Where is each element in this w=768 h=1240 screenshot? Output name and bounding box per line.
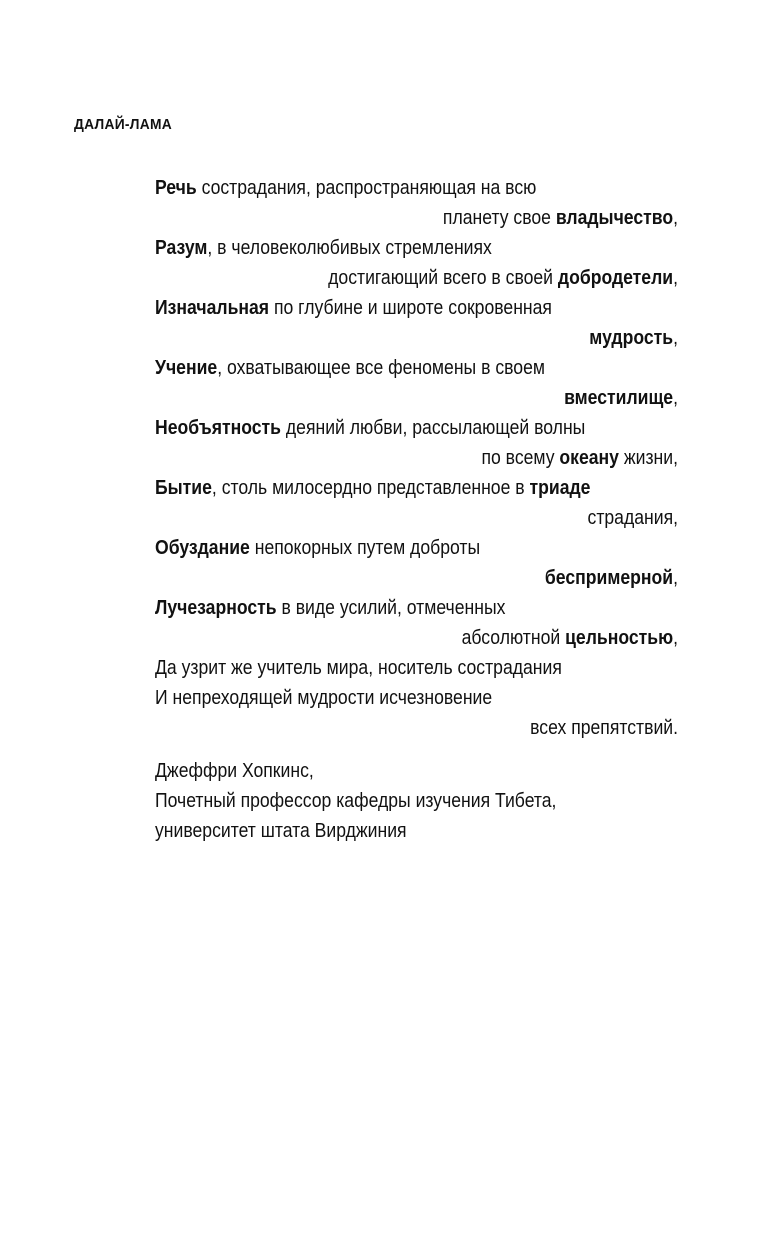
emphasized-word: Изначальная bbox=[155, 297, 270, 319]
poem-text: , bbox=[673, 627, 678, 649]
signature bbox=[155, 756, 611, 846]
poem-line bbox=[155, 293, 615, 323]
poem-line bbox=[155, 533, 615, 563]
poem-line bbox=[218, 383, 678, 413]
poem bbox=[155, 173, 678, 743]
poem-line bbox=[155, 413, 615, 443]
poem-line bbox=[218, 263, 678, 293]
poem-line bbox=[218, 713, 678, 743]
signature-title: Почетный профессор кафедры изучения Тибета, bbox=[155, 790, 557, 812]
emphasized-word: океану bbox=[559, 447, 619, 469]
poem-text: сострадания, распространяющая на всю bbox=[196, 177, 537, 199]
poem-line bbox=[155, 233, 615, 263]
poem-text: , bbox=[673, 267, 678, 289]
emphasized-word: владычество bbox=[555, 207, 674, 229]
emphasized-word: Речь bbox=[155, 177, 197, 199]
running-head: ДАЛАЙ-ЛАМА bbox=[74, 116, 173, 133]
poem-line bbox=[218, 623, 678, 653]
emphasized-word: мудрость bbox=[589, 327, 674, 349]
poem-line bbox=[155, 653, 615, 683]
emphasized-word: Необъятность bbox=[155, 417, 281, 439]
poem-text: , в человеколюбивых стремлениях bbox=[207, 237, 492, 259]
emphasized-word: вместилище bbox=[564, 387, 674, 409]
poem-text: , bbox=[673, 567, 678, 589]
poem-line bbox=[218, 203, 678, 233]
poem-line bbox=[155, 353, 615, 383]
poem-text: страдания, bbox=[587, 507, 678, 529]
poem-line bbox=[155, 683, 615, 713]
signature-name: Джеффри Хопкинс, bbox=[155, 760, 314, 782]
poem-text: жизни, bbox=[618, 447, 678, 469]
poem-text: , охватывающее все феномены в своем bbox=[217, 357, 545, 379]
poem-text: всех препятствий. bbox=[530, 717, 678, 739]
poem-line bbox=[218, 563, 678, 593]
poem-line bbox=[218, 323, 678, 353]
emphasized-word: Учение bbox=[155, 357, 218, 379]
poem-text: , bbox=[673, 207, 678, 229]
poem-text: , bbox=[673, 327, 678, 349]
poem-text: по всему bbox=[481, 447, 560, 469]
poem-line bbox=[218, 443, 678, 473]
poem-line bbox=[155, 173, 615, 203]
poem-text: Да узрит же учитель мира, носитель сострадания bbox=[155, 657, 562, 679]
poem-line bbox=[218, 503, 678, 533]
poem-text: по глубине и широте сокровенная bbox=[269, 297, 552, 319]
poem-text: абсолютной bbox=[461, 627, 566, 649]
poem-text: в виде усилий, отмеченных bbox=[276, 597, 506, 619]
poem-text: достигающий всего в своей bbox=[328, 267, 558, 289]
poem-text: планету свое bbox=[442, 207, 556, 229]
emphasized-word: беспримерной bbox=[544, 567, 674, 589]
emphasized-word: цельностью bbox=[565, 627, 674, 649]
emphasized-word: Разум bbox=[155, 237, 208, 259]
emphasized-word: Бытие bbox=[155, 477, 212, 499]
poem-text: И непреходящей мудрости исчезновение bbox=[155, 687, 493, 709]
emphasized-word: Обуздание bbox=[155, 537, 250, 559]
poem-line bbox=[155, 593, 615, 623]
poem-text: непокорных путем доброты bbox=[249, 537, 481, 559]
poem-line bbox=[155, 473, 615, 503]
poem-text: , столь милосердно представленное в bbox=[211, 477, 530, 499]
emphasized-word: Лучезарность bbox=[155, 597, 277, 619]
poem-text: деяний любви, рассылающей волны bbox=[280, 417, 586, 439]
poem-text: , bbox=[673, 387, 678, 409]
emphasized-word: добродетели bbox=[557, 267, 674, 289]
signature-affiliation: университет штата Вирджиния bbox=[155, 820, 407, 842]
emphasized-word: триаде bbox=[529, 477, 591, 499]
